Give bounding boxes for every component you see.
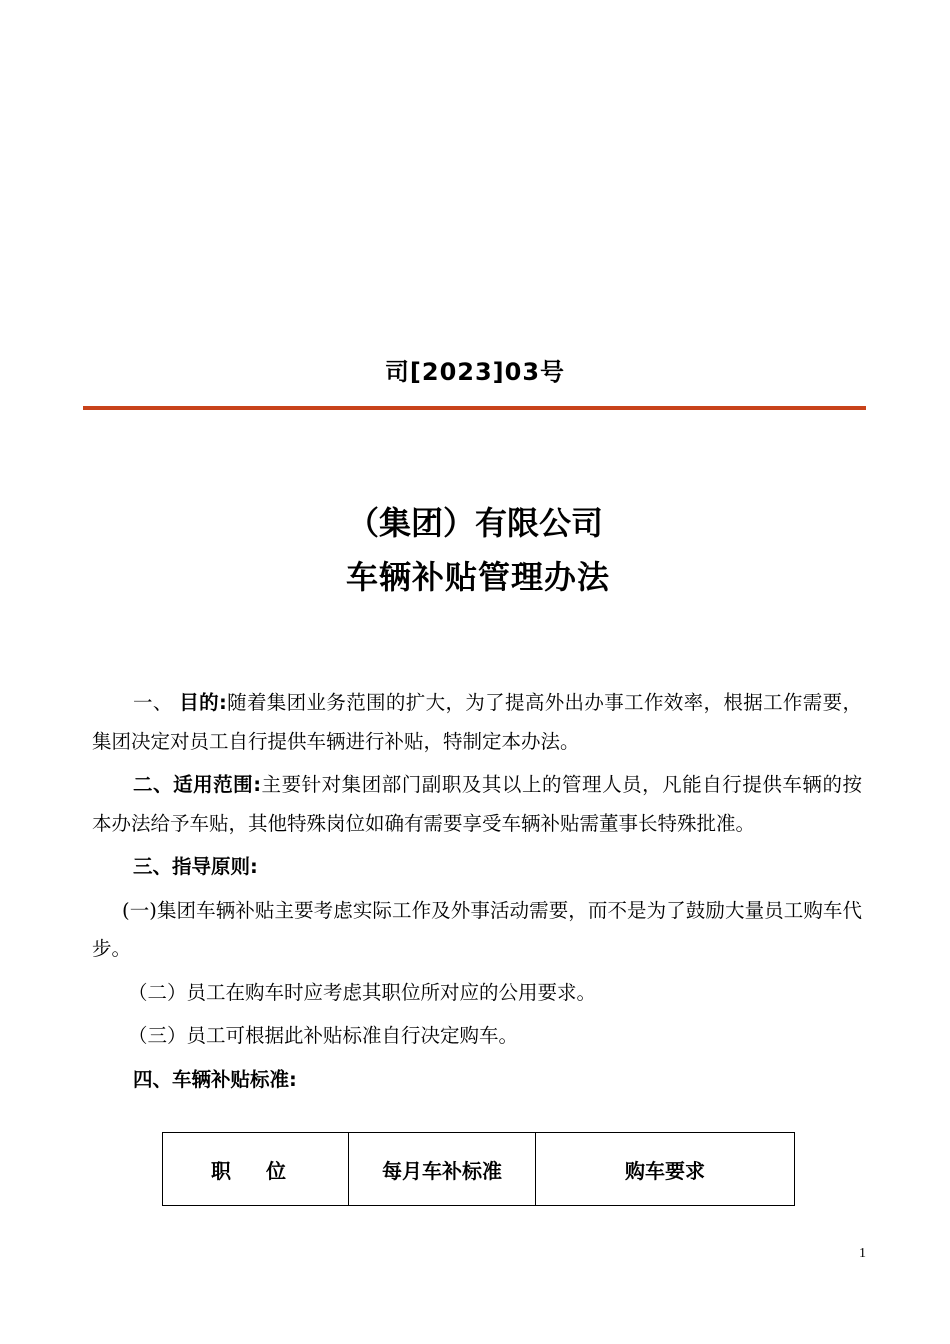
subsidy-table (162, 1132, 795, 1206)
section-purpose (92, 684, 862, 761)
section-standards (92, 1061, 862, 1100)
section-purpose-heading: 目的: (179, 691, 227, 714)
section-scope-text: 主要针对集团部门副职及其以上的管理人员，凡能自行提供车辆的按本办法给予车贴，其他特殊岗位如确有需要享受车辆补贴需董事长特殊批准。 (92, 773, 862, 835)
title-document-name: 车辆补贴管理办法 (345, 558, 610, 596)
principle-item: （三）员工可根据此补贴标准自行决定购车。 (128, 1024, 519, 1047)
table-header-row (163, 1133, 795, 1206)
red-divider-line (83, 406, 866, 410)
table-header-position: 职 位 (163, 1133, 349, 1206)
document-body (92, 684, 862, 1099)
table-header-monthly-subsidy: 每月车补标准 (349, 1133, 536, 1206)
section-scope-heading: 二、适用范围: (133, 773, 261, 796)
section-principles (92, 848, 862, 887)
section-purpose-text: 随着集团业务范围的扩大，为了提高外出办事工作效率，根据工作需要，集团决定对员工自行提供车辆进行补贴，特制定本办法。 (92, 691, 862, 753)
principle-item: （二）员工在购车时应考虑其职位所对应的公用要求。 (128, 980, 597, 1004)
section-purpose-marker: 一、 (133, 691, 180, 714)
document-number: 司[2023]03号 (384, 358, 566, 386)
section-standards-heading: 四、车辆补贴标准: (133, 1067, 297, 1091)
table-header-purchase-requirement: 购车要求 (536, 1133, 795, 1206)
page-number: 1 (859, 1246, 866, 1261)
section-principles-heading: 三、指导原则: (133, 855, 258, 878)
section-scope (92, 766, 862, 843)
document-title (0, 496, 950, 604)
title-company-name: （集团）有限公司 (346, 504, 603, 542)
principle-item: (一)集团车辆补贴主要考虑实际工作及外事活动需要，而不是为了鼓励大量员工购车代步。 (92, 898, 862, 960)
